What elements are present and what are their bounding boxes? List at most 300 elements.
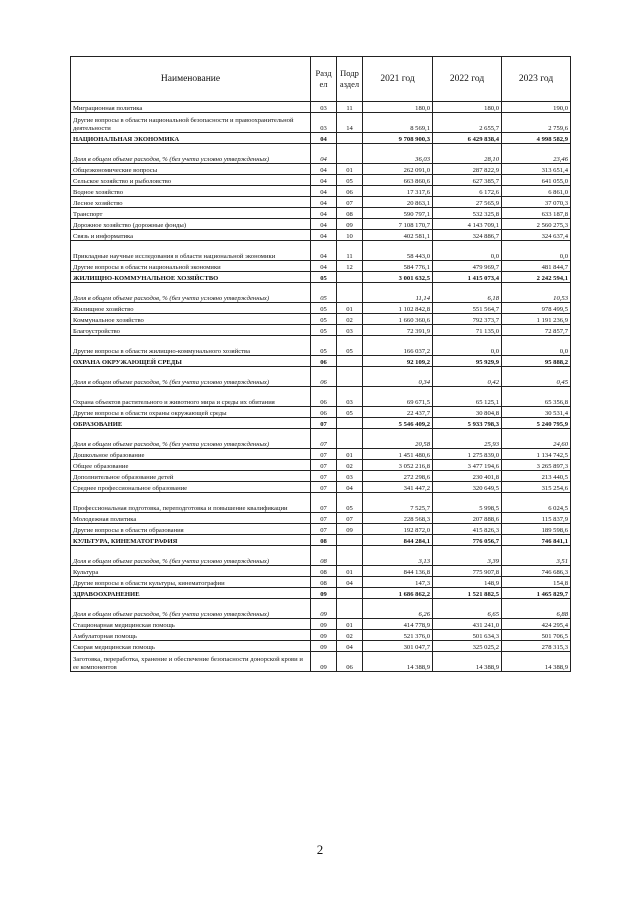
row-value-2022: 2 655,7 [433,113,502,133]
row-value-2021: 92 109,2 [363,356,433,367]
row-section: 04 [311,133,337,144]
row-value-2021: 301 047,7 [363,641,433,652]
row-subsection: 01 [337,164,363,175]
row-name: Дополнительное образование детей [71,471,311,482]
row-value-2021: 844 284,1 [363,535,433,546]
row-value-2022: 3,39 [433,546,502,566]
row-name: Коммунальное хозяйство [71,314,311,325]
row-name: Доля в общем объеме расходов, % (без учета условно утвержденных) [71,367,311,387]
row-section: 05 [311,272,337,283]
row-value-2022: 627 385,7 [433,175,502,186]
row-name: Благоустройство [71,325,311,336]
row-value-2022: 27 565,9 [433,197,502,208]
row-subsection [337,283,363,303]
row-subsection: 04 [337,577,363,588]
row-value-2021: 3 001 632,5 [363,272,433,283]
row-name: Прикладные научные исследования в области национальной экономики [71,241,311,261]
row-name: Другие вопросы в области культуры, кинематографии [71,577,311,588]
table-row [71,325,571,336]
row-section: 07 [311,513,337,524]
page-number: 2 [316,842,324,857]
row-name: Среднее профессиональное образование [71,482,311,493]
row-value-2022: 479 969,7 [433,261,502,272]
table-row [71,314,571,325]
row-section: 05 [311,336,337,356]
row-name: Дошкольное образование [71,449,311,460]
table-row [71,599,571,619]
row-value-2021: 9 708 900,3 [363,133,433,144]
row-value-2021: 262 091,0 [363,164,433,175]
row-section: 06 [311,387,337,407]
row-subsection [337,535,363,546]
row-section: 08 [311,535,337,546]
row-subsection [337,546,363,566]
row-section: 09 [311,652,337,672]
row-section: 04 [311,219,337,230]
table-row [71,493,571,513]
row-name: Другие вопросы в области жилищно-коммунального хозяйства [71,336,311,356]
row-subsection: 07 [337,513,363,524]
row-section: 06 [311,356,337,367]
row-value-2021: 180,0 [363,102,433,113]
row-value-2022: 324 886,7 [433,230,502,241]
table-row [71,283,571,303]
row-subsection [337,367,363,387]
row-section: 06 [311,367,337,387]
row-section: 07 [311,418,337,429]
row-value-2023: 37 070,3 [502,197,571,208]
row-value-2021: 1 451 480,6 [363,449,433,460]
row-name: Доля в общем объеме расходов, % (без учета условно утвержденных) [71,283,311,303]
row-value-2022: 792 373,7 [433,314,502,325]
table-row [71,356,571,367]
row-value-2022: 180,0 [433,102,502,113]
row-value-2023: 278 315,3 [502,641,571,652]
row-value-2021: 590 797,1 [363,208,433,219]
row-value-2023: 424 295,4 [502,619,571,630]
row-subsection: 01 [337,619,363,630]
row-value-2021: 0,34 [363,367,433,387]
row-value-2023: 154,8 [502,577,571,588]
row-subsection: 01 [337,303,363,314]
row-section: 07 [311,493,337,513]
row-value-2022: 287 822,9 [433,164,502,175]
table-row [71,546,571,566]
row-subsection: 06 [337,186,363,197]
row-name: Скорая медицинская помощь [71,641,311,652]
row-subsection: 01 [337,449,363,460]
table-row [71,197,571,208]
row-section: 07 [311,449,337,460]
row-value-2022: 148,9 [433,577,502,588]
table-row [71,208,571,219]
row-value-2021: 5 546 409,2 [363,418,433,429]
row-name: Заготовка, переработка, хранение и обеспечение безопасности донорской крови и ее компонентов [71,652,311,672]
table-row [71,272,571,283]
row-name: ОХРАНА ОКРУЖАЮЩЕЙ СРЕДЫ [71,356,311,367]
table-row [71,367,571,387]
row-value-2022: 95 929,9 [433,356,502,367]
row-value-2022: 776 056,7 [433,535,502,546]
row-value-2022: 14 388,9 [433,652,502,672]
row-name: Лесное хозяйство [71,197,311,208]
row-value-2021: 36,03 [363,144,433,164]
row-value-2023: 3 265 897,3 [502,460,571,471]
row-value-2021: 11,14 [363,283,433,303]
row-value-2022: 3 477 194,6 [433,460,502,471]
row-subsection: 03 [337,387,363,407]
row-value-2022: 6 429 838,4 [433,133,502,144]
row-value-2022: 207 888,6 [433,513,502,524]
row-value-2023: 2 242 594,1 [502,272,571,283]
row-value-2021: 584 776,1 [363,261,433,272]
row-value-2022: 775 907,8 [433,566,502,577]
row-value-2023: 95 888,2 [502,356,571,367]
table-row [71,482,571,493]
row-value-2023: 0,45 [502,367,571,387]
table-row [71,230,571,241]
table-row [71,652,571,672]
table-row [71,219,571,230]
table-row [71,577,571,588]
row-value-2023: 6 024,5 [502,493,571,513]
row-section: 07 [311,460,337,471]
row-subsection: 06 [337,652,363,672]
row-value-2022: 1 521 882,5 [433,588,502,599]
row-name: Сельское хозяйство и рыболовство [71,175,311,186]
row-value-2021: 414 778,9 [363,619,433,630]
row-section: 09 [311,599,337,619]
table-row [71,460,571,471]
table-row [71,144,571,164]
budget-sheet [70,56,570,672]
row-value-2021: 1 686 862,2 [363,588,433,599]
table-row [71,429,571,449]
row-value-2021: 17 317,6 [363,186,433,197]
row-value-2021: 3,13 [363,546,433,566]
row-name: Молодежная политика [71,513,311,524]
row-value-2021: 72 391,9 [363,325,433,336]
table-row [71,513,571,524]
row-value-2022: 230 401,8 [433,471,502,482]
row-subsection [337,588,363,599]
row-value-2023: 24,60 [502,429,571,449]
row-value-2021: 166 037,2 [363,336,433,356]
row-subsection: 09 [337,524,363,535]
row-value-2023: 313 651,4 [502,164,571,175]
row-subsection: 08 [337,208,363,219]
row-name: Доля в общем объеме расходов, % (без учета условно утвержденных) [71,599,311,619]
row-subsection: 04 [337,641,363,652]
row-section: 05 [311,283,337,303]
row-section: 03 [311,102,337,113]
row-value-2022: 6,65 [433,599,502,619]
row-value-2023: 6 861,0 [502,186,571,197]
row-subsection [337,356,363,367]
row-subsection: 10 [337,230,363,241]
row-section: 04 [311,175,337,186]
row-value-2023: 641 055,0 [502,175,571,186]
row-section: 08 [311,546,337,566]
row-value-2022: 6 172,6 [433,186,502,197]
table-row [71,175,571,186]
row-value-2021: 3 052 216,8 [363,460,433,471]
row-value-2023: 1 465 829,7 [502,588,571,599]
row-subsection: 03 [337,471,363,482]
row-value-2023: 1 191 236,9 [502,314,571,325]
table-row [71,303,571,314]
row-name: Водное хозяйство [71,186,311,197]
row-subsection: 03 [337,325,363,336]
row-value-2022: 5 933 798,3 [433,418,502,429]
row-section: 07 [311,524,337,535]
row-section: 05 [311,303,337,314]
row-value-2022: 0,42 [433,367,502,387]
row-value-2022: 551 564,7 [433,303,502,314]
row-value-2023: 0,0 [502,241,571,261]
row-name: Миграционная политика [71,102,311,113]
table-row [71,113,571,133]
row-name: Другие вопросы в области охраны окружающей среды [71,407,311,418]
table-row [71,641,571,652]
table-row [71,471,571,482]
row-name: Амбулаторная помощь [71,630,311,641]
row-value-2021: 22 437,7 [363,407,433,418]
table-row [71,566,571,577]
row-name: КУЛЬТУРА, КИНЕМАТОГРАФИЯ [71,535,311,546]
row-value-2021: 14 388,9 [363,652,433,672]
row-value-2022: 4 143 709,1 [433,219,502,230]
row-value-2021: 6,26 [363,599,433,619]
row-name: Транспорт [71,208,311,219]
table-row [71,387,571,407]
row-value-2021: 58 443,0 [363,241,433,261]
row-subsection [337,599,363,619]
row-subsection [337,144,363,164]
row-value-2022: 325 025,2 [433,641,502,652]
row-value-2021: 192 872,0 [363,524,433,535]
row-subsection: 05 [337,336,363,356]
header-subsection: Подр аздел [337,57,363,102]
row-value-2023: 0,0 [502,336,571,356]
table-row [71,164,571,175]
row-subsection: 02 [337,630,363,641]
row-value-2023: 115 837,9 [502,513,571,524]
row-value-2023: 65 356,8 [502,387,571,407]
row-name: Доля в общем объеме расходов, % (без учета условно утвержденных) [71,429,311,449]
row-name: Доля в общем объеме расходов, % (без учета условно утвержденных) [71,546,311,566]
row-name: Другие вопросы в области национальной безопасности и правоохранительной деятельности [71,113,311,133]
row-section: 04 [311,230,337,241]
row-value-2022: 25,93 [433,429,502,449]
row-section: 05 [311,325,337,336]
row-section: 04 [311,261,337,272]
row-value-2021: 402 581,1 [363,230,433,241]
table-row [71,336,571,356]
row-subsection [337,133,363,144]
row-value-2022: 532 325,8 [433,208,502,219]
row-subsection: 11 [337,241,363,261]
row-value-2021: 521 376,0 [363,630,433,641]
row-value-2021: 7 108 170,7 [363,219,433,230]
row-value-2021: 844 136,8 [363,566,433,577]
row-section: 04 [311,197,337,208]
row-subsection: 05 [337,175,363,186]
table-header-row [71,57,571,102]
row-value-2023: 72 857,7 [502,325,571,336]
row-value-2022: 415 826,3 [433,524,502,535]
row-name: Доля в общем объеме расходов, % (без учета условно утвержденных) [71,144,311,164]
row-value-2023: 4 998 582,9 [502,133,571,144]
row-value-2022: 71 135,0 [433,325,502,336]
row-value-2023: 14 388,9 [502,652,571,672]
row-section: 04 [311,164,337,175]
row-section: 04 [311,186,337,197]
table-row [71,186,571,197]
row-value-2023: 190,0 [502,102,571,113]
row-subsection [337,272,363,283]
row-value-2023: 633 187,8 [502,208,571,219]
row-value-2023: 10,53 [502,283,571,303]
row-value-2023: 3,51 [502,546,571,566]
row-value-2023: 213 440,5 [502,471,571,482]
row-name: Общеэкономические вопросы [71,164,311,175]
row-section: 03 [311,113,337,133]
row-value-2021: 7 525,7 [363,493,433,513]
row-name: ЖИЛИЩНО-КОММУНАЛЬНОЕ ХОЗЯЙСТВО [71,272,311,283]
table-body [71,102,571,672]
row-value-2021: 272 298,6 [363,471,433,482]
table-row [71,524,571,535]
row-value-2023: 1 134 742,5 [502,449,571,460]
row-value-2023: 30 531,4 [502,407,571,418]
row-name: Жилищное хозяйство [71,303,311,314]
row-value-2023: 978 499,5 [502,303,571,314]
row-section: 09 [311,641,337,652]
row-section: 08 [311,566,337,577]
row-section: 06 [311,407,337,418]
row-value-2022: 65 125,1 [433,387,502,407]
row-section: 07 [311,471,337,482]
header-section: Разд ел [311,57,337,102]
row-value-2023: 2 759,6 [502,113,571,133]
row-subsection: 12 [337,261,363,272]
table-row [71,619,571,630]
row-subsection: 11 [337,102,363,113]
row-section: 07 [311,429,337,449]
row-name: Охрана объектов растительного и животного мира и среды их обитания [71,387,311,407]
row-subsection: 05 [337,493,363,513]
header-2022: 2022 год [433,57,502,102]
table-row [71,630,571,641]
header-name: Наименование [71,57,311,102]
row-name: ЗДРАВООХРАНЕНИЕ [71,588,311,599]
row-subsection: 02 [337,460,363,471]
row-value-2021: 147,3 [363,577,433,588]
row-value-2023: 189 598,6 [502,524,571,535]
table-row [71,261,571,272]
row-value-2021: 663 860,6 [363,175,433,186]
row-value-2021: 20 863,1 [363,197,433,208]
row-subsection: 01 [337,566,363,577]
row-section: 05 [311,314,337,325]
header-2023: 2023 год [502,57,571,102]
row-value-2022: 6,18 [433,283,502,303]
table-row [71,418,571,429]
row-name: Другие вопросы в области национальной экономики [71,261,311,272]
header-2021: 2021 год [363,57,433,102]
row-value-2021: 1 102 842,8 [363,303,433,314]
row-value-2022: 30 804,8 [433,407,502,418]
row-value-2023: 324 637,4 [502,230,571,241]
row-value-2023: 6,88 [502,599,571,619]
row-section: 09 [311,630,337,641]
row-value-2021: 341 447,2 [363,482,433,493]
row-value-2023: 2 560 275,3 [502,219,571,230]
row-subsection: 09 [337,219,363,230]
row-value-2022: 5 998,5 [433,493,502,513]
row-subsection: 05 [337,407,363,418]
row-value-2022: 320 649,5 [433,482,502,493]
table-row [71,535,571,546]
row-name: Культура [71,566,311,577]
row-value-2022: 1 275 839,0 [433,449,502,460]
row-name: Дорожное хозяйство (дорожные фонды) [71,219,311,230]
row-name: Общее образование [71,460,311,471]
row-subsection [337,429,363,449]
row-value-2023: 501 706,5 [502,630,571,641]
row-value-2021: 228 568,3 [363,513,433,524]
row-value-2023: 315 254,6 [502,482,571,493]
table-row [71,588,571,599]
row-name: Другие вопросы в области образования [71,524,311,535]
row-value-2021: 20,58 [363,429,433,449]
row-section: 09 [311,619,337,630]
row-name: ОБРАЗОВАНИЕ [71,418,311,429]
row-section: 08 [311,577,337,588]
row-value-2023: 5 240 795,9 [502,418,571,429]
budget-table [70,56,571,672]
row-name: Стационарная медицинская помощь [71,619,311,630]
table-row [71,241,571,261]
table-row [71,102,571,113]
row-subsection: 02 [337,314,363,325]
row-value-2023: 481 844,7 [502,261,571,272]
row-value-2021: 69 671,5 [363,387,433,407]
row-subsection: 04 [337,482,363,493]
row-value-2023: 746 686,3 [502,566,571,577]
table-row [71,133,571,144]
row-name: НАЦИОНАЛЬНАЯ ЭКОНОМИКА [71,133,311,144]
row-value-2021: 8 569,1 [363,113,433,133]
row-subsection: 14 [337,113,363,133]
row-subsection [337,418,363,429]
row-name: Профессиональная подготовка, переподготовка и повышение квалификации [71,493,311,513]
row-section: 04 [311,241,337,261]
row-name: Связь и информатика [71,230,311,241]
row-section: 09 [311,588,337,599]
row-value-2022: 501 634,3 [433,630,502,641]
row-section: 07 [311,482,337,493]
table-row [71,407,571,418]
row-value-2022: 0,0 [433,241,502,261]
row-value-2022: 1 415 073,4 [433,272,502,283]
row-value-2022: 0,0 [433,336,502,356]
row-value-2023: 23,46 [502,144,571,164]
row-value-2022: 28,10 [433,144,502,164]
row-value-2023: 746 841,1 [502,535,571,546]
row-value-2021: 1 660 360,6 [363,314,433,325]
